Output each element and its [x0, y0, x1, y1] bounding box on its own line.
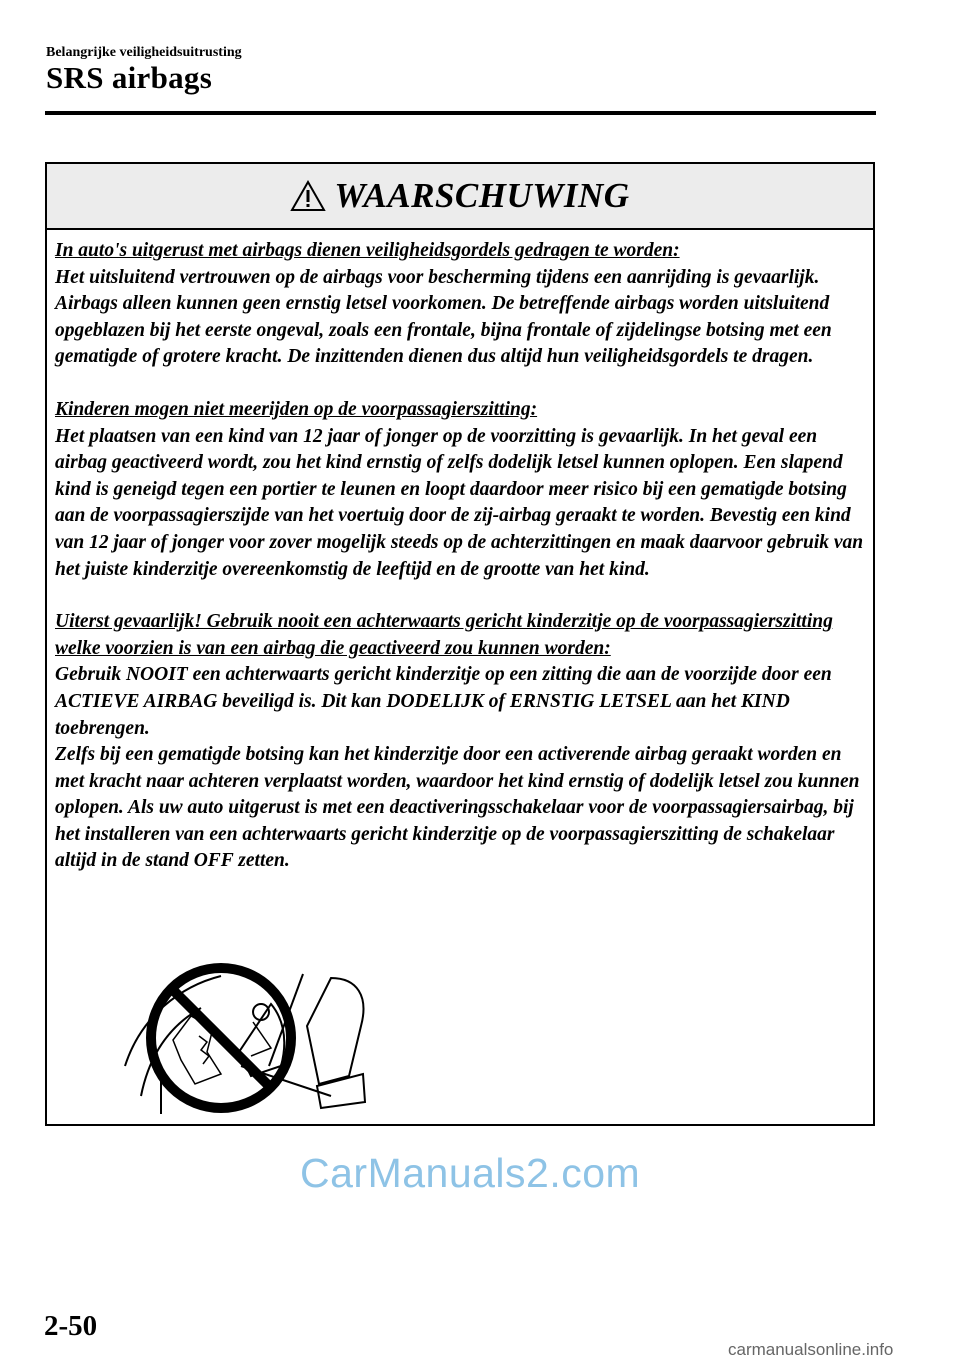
footer-watermark: carmanualsonline.info [728, 1340, 894, 1359]
warning-paragraph [55, 397, 865, 583]
page-title: SRS airbags [46, 60, 213, 95]
paragraph-text: Het plaatsen van een kind van 12 jaar of jonger op de voorzitting is gevaarlijk. In het geval een airbag geactiveerd wordt, zou het kind ernstig of zelfs dodelijk letsel kunnen oplopen. Een slapend kind is geneigd tegen een portier te leunen en loopt daardoor meer risico bij een gematigde botsing aan de voorpassagierszijde van het voertuig door de zij-airbag geraakt te worden. Bevestig een kind van 12 jaar of jonger voor zover mogelijk steeds op de achterzittingen en maak daarvoor gebruik van het juiste kinderzitje overeenkomstig de leeftijd en de grootte van het kind. [55, 425, 864, 580]
warning-body [47, 230, 873, 875]
rear-facing-child-seat-prohibited-illustration [121, 956, 371, 1116]
paragraph-text: Gebruik NOOIT een achterwaarts gericht kinderzitje op een zitting die aan de voorzijde door een ACTIEVE AIRBAG beveiligd is. Dit kan DODELIJK of ERNSTIG LETSEL aan het KIND toebrengen. [55, 664, 832, 739]
warning-triangle-icon [290, 180, 326, 212]
paragraph-heading: In auto's uitgerust met airbags dienen veiligheidsgordels gedragen te worden: [55, 240, 680, 261]
page-number: 2-50 [44, 1310, 98, 1342]
section-label: Belangrijke veiligheidsuitrusting [46, 45, 242, 60]
warning-paragraph [55, 609, 865, 875]
warning-label: WAARSCHUWING [334, 176, 630, 215]
watermark: CarManuals2.com [300, 1150, 641, 1196]
paragraph-text: Het uitsluitend vertrouwen op de airbags voor bescherming tijdens een aanrijding is gevaarlijk. Airbags alleen kunnen geen ernstig letsel voorkomen. De betreffende airbags worden uitsluitend opgeblazen bij het eerste ongeval, zoals een frontale, bijna frontale of zijdelingse botsing met een gematigde of grotere kracht. De inzittenden dienen dus altijd hun veiligheidsgordels te dragen. [55, 266, 832, 368]
title-rule [45, 111, 876, 115]
warning-paragraph [55, 238, 865, 371]
paragraph-heading: Uiterst gevaarlijk! Gebruik nooit een achterwaarts gericht kinderzitje op de voorpassagierszitting welke voorzien is van een airbag die geactiveerd zou kunnen worden: [55, 611, 833, 659]
paragraph-text-2: Zelfs bij een gematigde botsing kan het kinderzitje door een activerende airbag geraakt worden en met kracht naar achteren verplaatst worden, waardoor het kind ernstig of dodelijk letsel zou kunnen oplopen. Als uw auto uitgerust is met een deactiveringsschakelaar voor de voorpassagiersairbag, bij het installeren van een achterwaarts gericht kinderzitje op de voorpassagierszitting de schakelaar altijd in de stand OFF zetten. [55, 744, 860, 872]
warning-box [45, 162, 875, 1126]
paragraph-heading: Kinderen mogen niet meerijden op de voorpassagierszitting: [55, 398, 538, 420]
warning-header [47, 164, 873, 230]
